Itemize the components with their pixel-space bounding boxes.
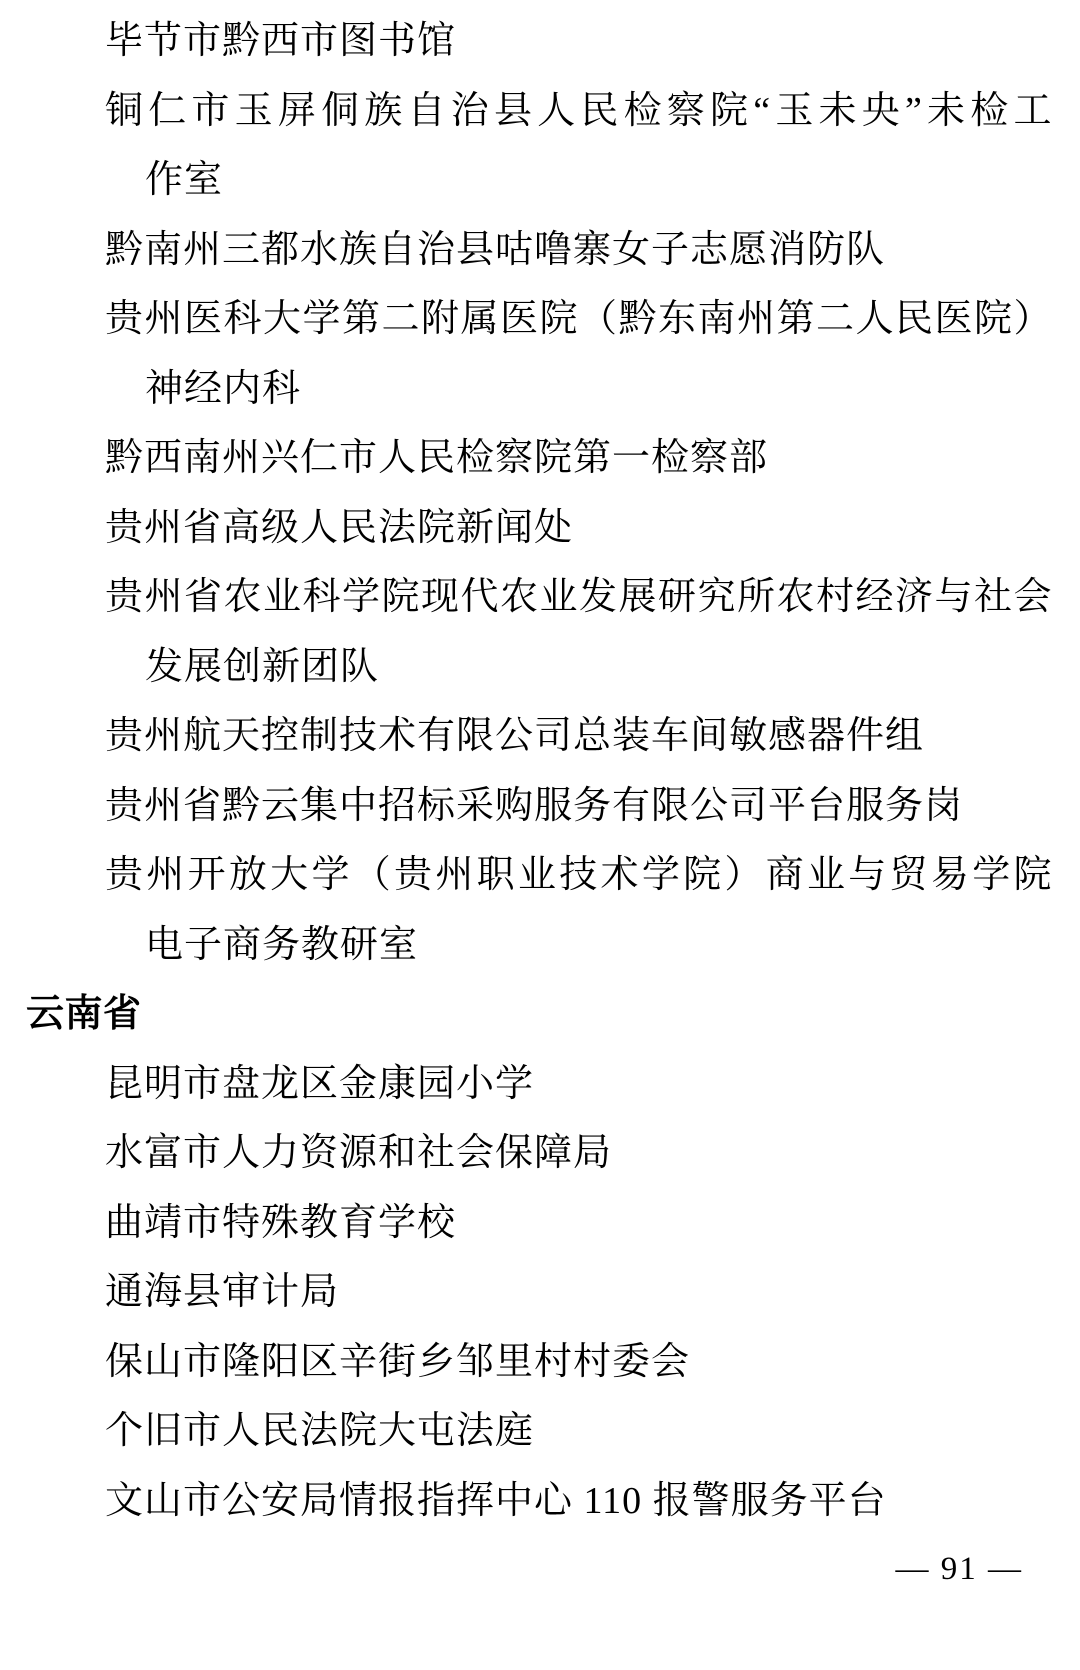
org-line: 昆明市盘龙区金康园小学	[105, 1062, 535, 1105]
org-line: 贵州省黔云集中招标采购服务有限公司平台服务岗	[105, 784, 964, 827]
org-line-continuation: 神经内科	[145, 367, 302, 410]
org-line: 贵州省高级人民法院新闻处	[105, 506, 574, 549]
org-line: 个旧市人民法院大屯法庭	[105, 1410, 535, 1452]
org-line: 贵州省农业科学院现代农业发展研究所农村经济与社会	[105, 576, 1052, 618]
org-line-continuation: 电子商务教研室	[145, 923, 419, 966]
page-number: — 91 —	[895, 1551, 1023, 1587]
org-line-continuation: 发展创新团队	[145, 645, 380, 688]
org-line-continuation: 作室	[145, 159, 224, 201]
org-line: 贵州医科大学第二附属医院（黔东南州第二人民医院）	[105, 298, 1052, 340]
org-line: 水富市人力资源和社会保障局	[105, 1132, 613, 1174]
org-line: 贵州开放大学（贵州职业技术学院）商业与贸易学院	[105, 854, 1052, 896]
org-line: 贵州航天控制技术有限公司总装车间敏感器件组	[105, 715, 925, 757]
org-line: 文山市公安局情报指挥中心 110 报警服务平台	[105, 1479, 887, 1522]
province-heading-yunnan: 云南省	[26, 993, 142, 1035]
org-line: 黔西南州兴仁市人民检察院第一检察部	[105, 437, 769, 479]
org-line: 曲靖市特殊教育学校	[105, 1201, 457, 1244]
org-line: 铜仁市玉屏侗族自治县人民检察院“玉未央”未检工	[105, 89, 1052, 132]
org-line: 保山市隆阳区辛街乡邹里村村委会	[105, 1340, 691, 1383]
org-line: 通海县审计局	[105, 1271, 340, 1313]
org-line: 毕节市黔西市图书馆	[105, 20, 457, 62]
org-line: 黔南州三都水族自治县咕噜寨女子志愿消防队	[105, 228, 886, 271]
